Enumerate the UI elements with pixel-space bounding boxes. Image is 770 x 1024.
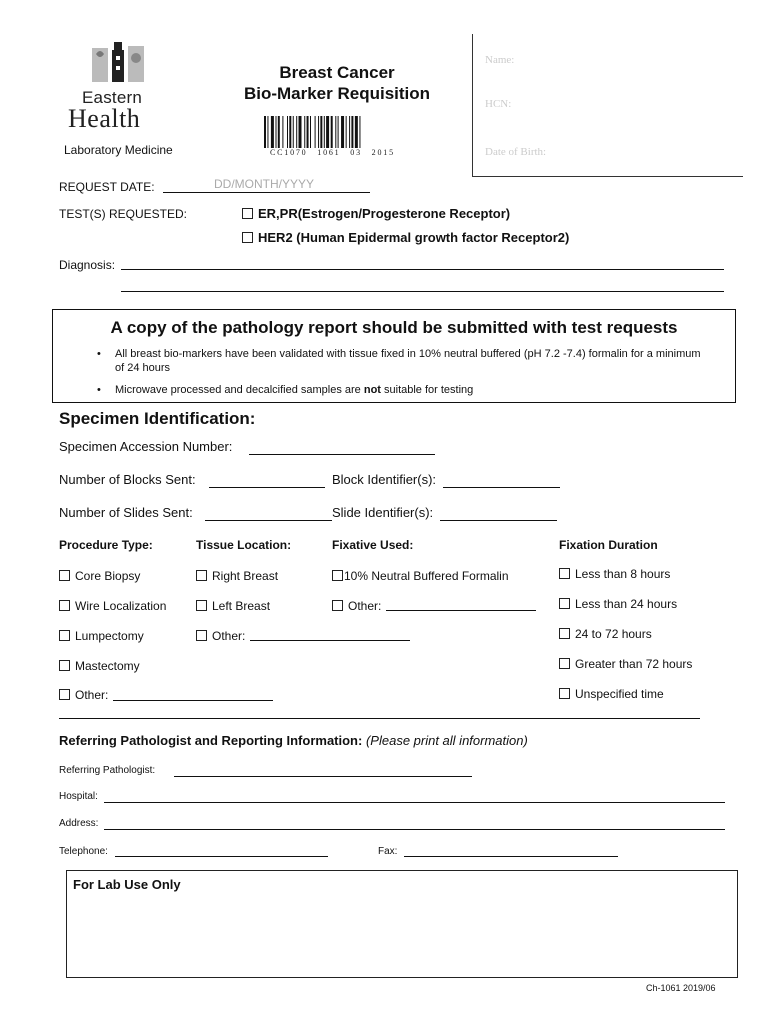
checkbox-icon[interactable] — [196, 570, 207, 581]
procedure-mastectomy-checkbox[interactable]: Mastectomy — [59, 659, 140, 673]
checkbox-icon[interactable] — [559, 658, 570, 669]
fixative-other-checkbox[interactable]: Other: — [332, 599, 381, 613]
notice-bullet-validated: • All breast bio-markers have been validated with tissue fixed in 10% neutral buffered (pH 7.2 -7.4) formalin for a minimum of 24 hours — [115, 347, 705, 375]
fixation-duration-header: Fixation Duration — [559, 538, 658, 552]
barcode-text: CC1070 1061 03 2015 — [270, 148, 395, 157]
referring-pathologist-line[interactable] — [174, 776, 472, 777]
duration-less-24h-checkbox[interactable]: Less than 24 hours — [559, 597, 677, 611]
hospital-line[interactable] — [104, 802, 725, 803]
request-date-label: REQUEST DATE: — [59, 180, 155, 194]
patient-dob-field[interactable]: Date of Birth: — [485, 146, 547, 158]
block-identifier-label: Block Identifier(s): — [332, 472, 437, 487]
pathology-report-notice — [52, 309, 736, 403]
fixative-other-line[interactable] — [386, 610, 536, 611]
tissue-left-breast-checkbox[interactable]: Left Breast — [196, 599, 270, 613]
procedure-lumpectomy-checkbox[interactable]: Lumpectomy — [59, 629, 144, 643]
checkbox-icon[interactable] — [59, 570, 70, 581]
patient-hcn-field[interactable]: HCN: — [485, 98, 512, 110]
checkbox-icon[interactable] — [332, 570, 343, 581]
checkbox-icon[interactable] — [242, 208, 253, 219]
duration-24-72h-checkbox[interactable]: 24 to 72 hours — [559, 627, 652, 641]
test-her2-checkbox[interactable] — [242, 230, 569, 245]
procedure-type-header: Procedure Type: — [59, 538, 153, 552]
duration-unspecified-checkbox[interactable]: Unspecified time — [559, 687, 664, 701]
duration-less-8h-checkbox[interactable]: Less than 8 hours — [559, 567, 670, 581]
tissue-other-line[interactable] — [250, 640, 410, 641]
checkbox-icon[interactable] — [242, 232, 253, 243]
checkbox-icon[interactable] — [196, 600, 207, 611]
checkbox-icon[interactable] — [59, 630, 70, 641]
checkbox-icon[interactable] — [559, 628, 570, 639]
org-name-line2: Health — [68, 104, 141, 133]
slides-sent-line[interactable] — [205, 520, 332, 521]
diagnosis-line-1[interactable] — [121, 269, 724, 270]
fax-label: Fax: — [378, 846, 398, 857]
diagnosis-line-2[interactable] — [121, 291, 724, 292]
blocks-sent-label: Number of Blocks Sent: — [59, 472, 196, 487]
lab-use-label: For Lab Use Only — [73, 877, 181, 892]
notice-title: A copy of the pathology report should be submitted with test requests — [110, 318, 678, 337]
tissue-right-breast-checkbox[interactable]: Right Breast — [196, 569, 278, 583]
title-line2: Bio-Marker Requisition — [243, 84, 431, 103]
patient-info-box — [472, 34, 743, 177]
procedure-core-biopsy-checkbox[interactable]: Core Biopsy — [59, 569, 140, 583]
checkbox-icon[interactable] — [559, 688, 570, 699]
notice-bullet-microwave: • Microwave processed and decalcified samples are not suitable for testing — [115, 383, 705, 397]
section-divider — [59, 718, 700, 719]
tissue-other-checkbox[interactable]: Other: — [196, 629, 245, 643]
specimen-heading: Specimen Identification: — [59, 409, 256, 428]
duration-greater-72h-checkbox[interactable]: Greater than 72 hours — [559, 657, 692, 671]
referring-heading: Referring Pathologist and Reporting Information: (Please print all information) — [59, 733, 528, 748]
block-identifier-line[interactable] — [443, 487, 560, 488]
telephone-line[interactable] — [115, 856, 328, 857]
lighthouse-logo-icon — [90, 40, 146, 84]
title-line1: Breast Cancer — [279, 63, 395, 82]
accession-line[interactable] — [249, 454, 435, 455]
fixative-formalin-checkbox[interactable]: 10% Neutral Buffered Formalin — [332, 569, 509, 583]
checkbox-icon[interactable] — [59, 600, 70, 611]
diagnosis-label: Diagnosis: — [59, 258, 116, 272]
tests-requested-label: TEST(S) REQUESTED: — [59, 207, 188, 221]
org-name-line1: Eastern — [82, 88, 142, 107]
fixative-used-header: Fixative Used: — [332, 538, 414, 552]
patient-name-field[interactable]: Name: — [485, 54, 515, 66]
accession-label: Specimen Accession Number: — [59, 439, 233, 454]
request-date-line[interactable] — [163, 192, 370, 193]
request-date-placeholder[interactable]: DD/MONTH/YYYY — [214, 177, 315, 191]
procedure-other-line[interactable] — [113, 700, 273, 701]
barcode-icon — [264, 116, 410, 148]
tissue-location-header: Tissue Location: — [196, 538, 292, 552]
slide-identifier-label: Slide Identifier(s): — [332, 505, 434, 520]
lab-use-box[interactable] — [66, 870, 738, 978]
checkbox-icon[interactable] — [559, 568, 570, 579]
checkbox-icon[interactable] — [59, 660, 70, 671]
checkbox-icon[interactable] — [332, 600, 343, 611]
slides-sent-label: Number of Slides Sent: — [59, 505, 193, 520]
test-er-pr-checkbox[interactable] — [242, 206, 510, 221]
fax-line[interactable] — [404, 856, 618, 857]
test-her2-label: HER2 (Human Epidermal growth factor Receptor2) — [258, 230, 570, 245]
referring-pathologist-label: Referring Pathologist: — [59, 765, 156, 776]
address-label: Address: — [59, 818, 99, 829]
procedure-other-checkbox[interactable]: Other: — [59, 688, 108, 702]
address-line[interactable] — [104, 829, 725, 830]
blocks-sent-line[interactable] — [209, 487, 325, 488]
checkbox-icon[interactable] — [196, 630, 207, 641]
form-code: Ch-1061 2019/06 — [646, 983, 716, 993]
hospital-label: Hospital: — [59, 791, 98, 802]
department-label: Laboratory Medicine — [64, 143, 173, 157]
slide-identifier-line[interactable] — [440, 520, 557, 521]
checkbox-icon[interactable] — [59, 689, 70, 700]
procedure-wire-localization-checkbox[interactable]: Wire Localization — [59, 599, 166, 613]
form-title — [232, 62, 442, 104]
test-er-pr-label: ER,PR(Estrogen/Progesterone Receptor) — [258, 206, 511, 221]
telephone-label: Telephone: — [59, 846, 108, 857]
checkbox-icon[interactable] — [559, 598, 570, 609]
